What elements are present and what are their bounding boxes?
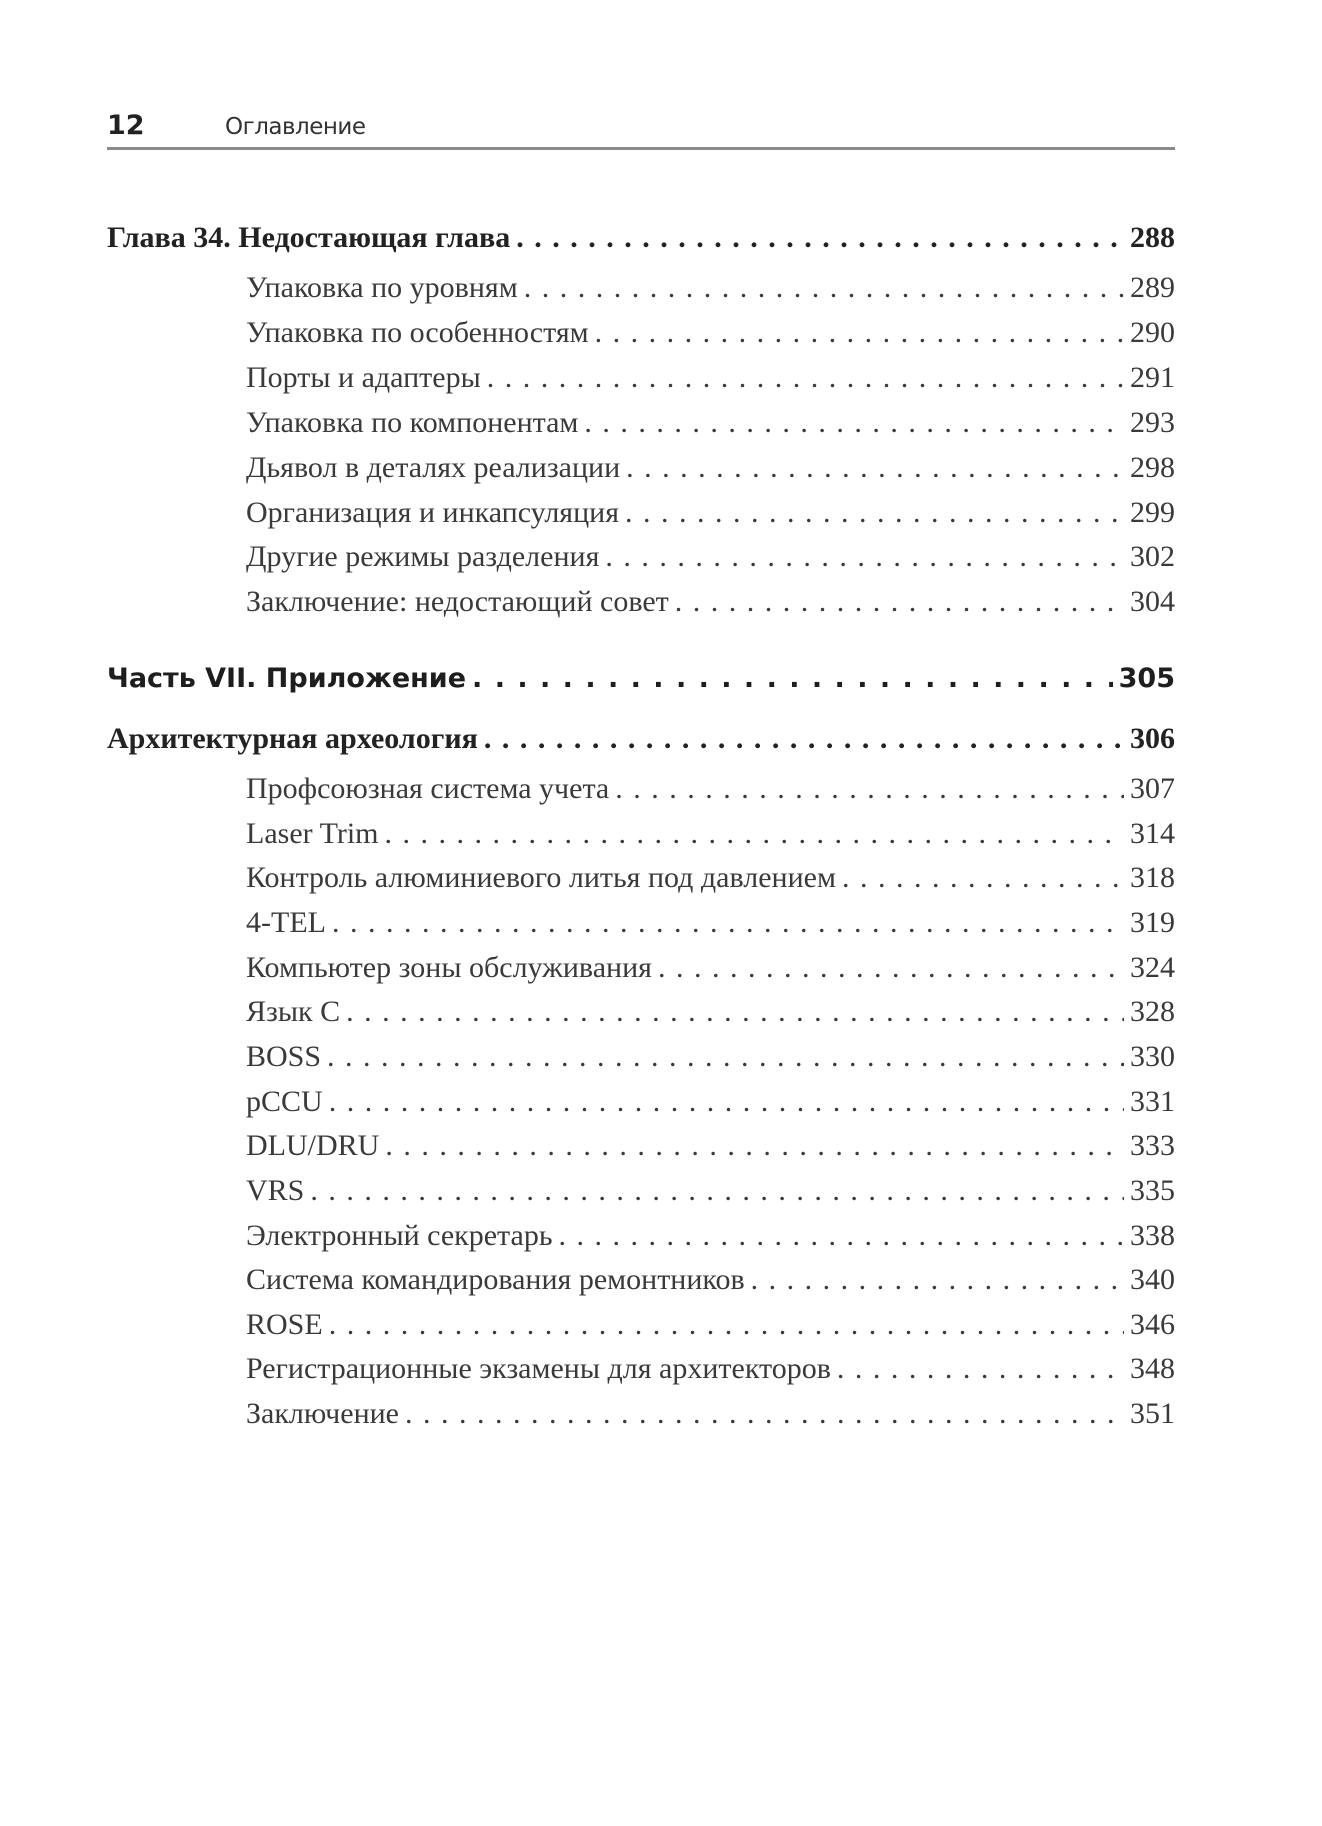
toc-section-entry[interactable] [246, 1124, 1175, 1168]
toc-section-entry[interactable] [246, 1080, 1175, 1124]
dot-leader [626, 446, 1124, 490]
dot-leader [615, 767, 1124, 811]
toc-entry-label: Система командирования ремонтников [246, 1263, 745, 1297]
dot-leader [329, 1080, 1124, 1124]
dot-leader [605, 535, 1124, 579]
toc-entry-label: Электронный секретарь [246, 1218, 553, 1252]
dot-leader [329, 1303, 1124, 1347]
toc-section-entry[interactable] [246, 856, 1175, 900]
toc-entry-page: 305 [1118, 663, 1175, 694]
toc-entry-label: Профсоюзная система учета [246, 772, 610, 805]
toc-section-entry[interactable] [246, 446, 1175, 490]
toc-appendix-entry[interactable] [107, 717, 1175, 761]
dot-leader [675, 580, 1124, 624]
toc-entry-page: 333 [1130, 1129, 1175, 1163]
dot-leader [516, 216, 1124, 260]
toc-entry-page: 314 [1130, 816, 1175, 850]
toc-entry-page: 307 [1130, 772, 1175, 805]
toc-entry-label: Заключение: недостающий совет [246, 585, 669, 619]
dot-leader [595, 311, 1124, 355]
dot-leader [310, 1169, 1124, 1213]
toc-section-entry[interactable] [246, 990, 1175, 1034]
dot-leader [837, 1347, 1124, 1391]
toc-section-entry[interactable] [246, 1392, 1175, 1436]
dot-leader [658, 946, 1124, 990]
page-number: 12 [107, 110, 145, 141]
toc-entry-page: 351 [1130, 1397, 1175, 1431]
toc-section-entry[interactable] [246, 1214, 1175, 1258]
toc-entry-page: 319 [1130, 905, 1175, 939]
toc-section-entry[interactable] [246, 401, 1175, 445]
dot-leader [332, 901, 1124, 945]
dot-leader [524, 266, 1124, 310]
dot-leader [405, 1392, 1124, 1436]
toc-part-entry[interactable] [107, 657, 1175, 701]
running-title: Оглавление [225, 114, 366, 140]
running-header [107, 108, 1175, 148]
toc-entry-label: ROSE [246, 1307, 323, 1341]
toc-entry-page: 298 [1130, 450, 1175, 484]
toc-entry-page: 304 [1130, 585, 1175, 619]
dot-leader [751, 1258, 1124, 1302]
toc-entry-page: 330 [1130, 1039, 1175, 1073]
dot-leader [842, 856, 1124, 900]
toc-entry-label: Регистрационные экзамены для архитекторов [246, 1352, 831, 1386]
toc-entry-label: Упаковка по компонентам [246, 405, 579, 439]
toc-section-entry[interactable] [246, 1258, 1175, 1302]
header-rule [107, 147, 1175, 150]
toc-entry-label: Laser Trim [246, 816, 379, 850]
toc-section-entry[interactable] [246, 1169, 1175, 1213]
toc-section-entry[interactable] [246, 812, 1175, 856]
toc-entry-page: 299 [1130, 495, 1175, 529]
toc-entry-label: Архитектурная археология [107, 722, 478, 755]
toc-section-entry[interactable] [246, 580, 1175, 624]
toc-section-entry[interactable] [246, 767, 1175, 811]
toc-entry-page: 288 [1130, 221, 1175, 254]
toc-entry-page: 324 [1130, 950, 1175, 984]
toc-entry-page: 318 [1130, 861, 1175, 895]
toc-entry-label: Порты и адаптеры [246, 360, 481, 394]
toc-entry-label: Глава 34. Недостающая глава [107, 221, 511, 254]
toc-entry-label: Заключение [246, 1397, 399, 1431]
toc-chapter-entry[interactable] [107, 216, 1175, 260]
toc-entry-page: 340 [1130, 1263, 1175, 1297]
toc-entry-page: 289 [1130, 271, 1175, 304]
toc-section-entry[interactable] [246, 1347, 1175, 1391]
toc-section-entry[interactable] [246, 491, 1175, 535]
toc-entry-label: Другие режимы разделения [246, 540, 600, 574]
dot-leader [484, 717, 1124, 761]
toc-entry-label: 4-TEL [246, 905, 326, 939]
toc-entry-label: BOSS [246, 1039, 322, 1073]
dot-leader [472, 657, 1113, 701]
toc-section-entry[interactable] [246, 901, 1175, 945]
toc-section-entry[interactable] [246, 311, 1175, 355]
toc-section-entry[interactable] [246, 356, 1175, 400]
toc-entry-label: Часть VII. Приложение [107, 663, 467, 694]
dot-leader [559, 1214, 1124, 1258]
dot-leader [346, 990, 1124, 1034]
toc-section-entry[interactable] [246, 266, 1175, 310]
toc-entry-label: Контроль алюминиевого литья под давлением [246, 861, 836, 895]
toc-entry-label: Компьютер зоны обслуживания [246, 950, 652, 984]
toc-entry-label: Упаковка по особенностям [246, 315, 589, 349]
toc-entry-page: 306 [1130, 722, 1175, 755]
toc-entry-page: 331 [1130, 1084, 1175, 1118]
dot-leader [385, 812, 1124, 856]
toc-entry-page: 291 [1130, 360, 1175, 394]
toc-entry-page: 338 [1130, 1218, 1175, 1252]
toc-entry-page: 293 [1130, 405, 1175, 439]
toc-entry-label: Организация и инкапсуляция [246, 495, 620, 529]
toc-entry-page: 302 [1130, 540, 1175, 574]
toc-entry-page: 348 [1130, 1352, 1175, 1386]
toc-entry-label: Язык C [246, 995, 341, 1029]
toc-entry-label: pCCU [246, 1084, 323, 1118]
toc-entry-page: 335 [1130, 1173, 1175, 1207]
toc-section-entry[interactable] [246, 535, 1175, 579]
toc-entry-page: 290 [1130, 315, 1175, 349]
toc-entry-page: 346 [1130, 1307, 1175, 1341]
dot-leader [625, 491, 1124, 535]
dot-leader [487, 356, 1124, 400]
dot-leader [327, 1035, 1124, 1079]
toc-entry-label: Упаковка по уровням [246, 271, 518, 304]
dot-leader [385, 1124, 1124, 1168]
toc-section-entry[interactable] [246, 1035, 1175, 1079]
toc-entry-label: VRS [246, 1173, 305, 1207]
toc-section-entry[interactable] [246, 946, 1175, 990]
toc-entry-page: 328 [1130, 995, 1175, 1029]
toc-section-entry[interactable] [246, 1303, 1175, 1347]
toc-entry-label: DLU/DRU [246, 1129, 380, 1163]
dot-leader [584, 401, 1124, 445]
toc-entry-label: Дьявол в деталях реализации [246, 450, 621, 484]
